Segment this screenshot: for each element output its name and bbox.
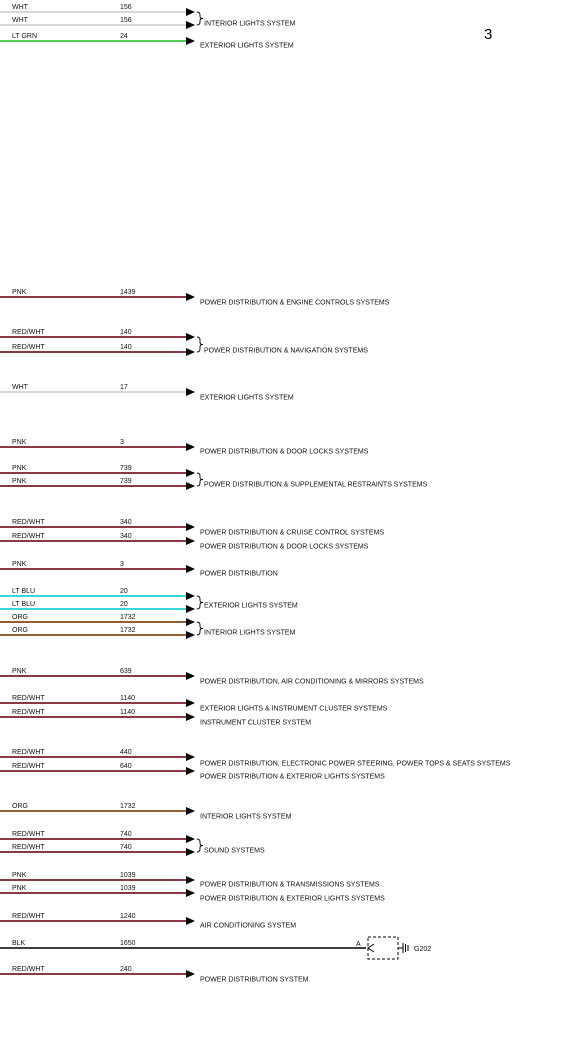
wire-arrow [186,876,195,884]
wire-arrow [186,699,195,707]
wire-arrow [186,767,195,775]
connector-label: A [356,941,361,948]
grouping-brace [197,596,203,609]
circuit-number-label: 156 [120,4,132,11]
wire-arrow [186,713,195,721]
destination-label: EXTERIOR LIGHTS SYSTEM [200,42,294,50]
wire-arrow [186,443,195,451]
wire-color-label: RED/WHT [12,344,45,351]
destination-label: POWER DISTRIBUTION & TRANSMISSIONS SYSTEMS [200,881,380,889]
wire-arrow [186,618,195,626]
wire-color-label: LT GRN [12,33,38,40]
wire-arrow [186,889,195,897]
wire-arrow [186,482,195,490]
grouping-brace [197,622,203,635]
circuit-number-label: 240 [120,966,132,973]
wire-color-label: RED/WHT [12,844,45,851]
destination-label: POWER DISTRIBUTION & DOOR LOCKS SYSTEMS [200,543,369,551]
circuit-number-label: 140 [120,329,132,336]
circuit-number-label: 1650 [120,940,136,947]
circuit-number-label: 640 [120,763,132,770]
wire-color-label: WHT [12,384,28,391]
wire-color-label: RED/WHT [12,913,45,920]
destination-label: POWER DISTRIBUTION SYSTEM [200,976,309,984]
wire-color-label: WHT [12,4,28,11]
wire-color-label: RED/WHT [12,519,45,526]
wire-arrow [186,631,195,639]
circuit-number-label: 740 [120,844,132,851]
wire-color-label: WHT [12,17,28,24]
circuit-number-label: 1039 [120,872,136,879]
destination-label: POWER DISTRIBUTION [200,570,278,578]
wire-color-label: ORG [12,627,28,634]
wire-arrow [186,592,195,600]
destination-label: INTERIOR LIGHTS SYSTEM [204,20,296,28]
wire-arrow [186,523,195,531]
circuit-number-label: 1140 [120,709,136,716]
circuit-number-label: 17 [120,384,128,391]
wire-color-label: PNK [12,289,27,296]
destination-label: EXTERIOR LIGHTS SYSTEM [200,394,294,402]
wire-arrow [186,469,195,477]
wire-color-label: PNK [12,439,27,446]
circuit-number-label: 440 [120,749,132,756]
destination-label: POWER DISTRIBUTION, ELECTRONIC POWER STEERING, POWER TOPS & SEATS SYSTEMS [200,760,511,768]
circuit-number-label: 1039 [120,885,136,892]
wire-arrow [186,565,195,573]
wire-color-label: LT BLU [12,588,36,595]
circuit-number-label: 20 [120,601,128,608]
destination-label: INTERIOR LIGHTS SYSTEM [200,813,292,821]
wire-color-label: RED/WHT [12,749,45,756]
wire-color-label: ORG [12,803,28,810]
destination-label: POWER DISTRIBUTION & DOOR LOCKS SYSTEMS [200,448,369,456]
wires-layer [0,8,366,978]
wire-color-label: PNK [12,561,27,568]
wire-arrow [186,917,195,925]
destination-label: INTERIOR LIGHTS SYSTEM [204,629,296,637]
wire-color-label: BLK [12,940,26,947]
wire-color-label: PNK [12,668,27,675]
wire-color-label: RED/WHT [12,533,45,540]
circuit-number-label: 639 [120,668,132,675]
destination-label: POWER DISTRIBUTION & CRUISE CONTROL SYSTEMS [200,529,385,537]
labels-layer [12,4,136,973]
wire-arrow [186,37,195,45]
wire-arrow [186,848,195,856]
destination-label: EXTERIOR LIGHTS & INSTRUMENT CLUSTER SYSTEMS [200,705,388,713]
wire-color-label: PNK [12,478,27,485]
wire-arrow [186,672,195,680]
wire-color-label: LT BLU [12,601,36,608]
circuit-number-label: 1732 [120,614,136,621]
destination-label: POWER DISTRIBUTION & SUPPLEMENTAL RESTRAINTS SYSTEMS [204,481,428,489]
circuit-number-label: 1140 [120,695,136,702]
circuit-number-label: 140 [120,344,132,351]
circuit-number-label: 739 [120,465,132,472]
destination-label: POWER DISTRIBUTION & EXTERIOR LIGHTS SYSTEMS [200,895,385,903]
circuit-number-label: 1439 [120,289,136,296]
circuit-number-label: 740 [120,831,132,838]
wire-color-label: RED/WHT [12,329,45,336]
circuit-number-label: 3 [120,439,124,446]
circuit-number-label: 1732 [120,803,136,810]
wire-arrow [186,348,195,356]
destination-label: AIR CONDITIONING SYSTEM [200,922,297,930]
destination-label: POWER DISTRIBUTION, AIR CONDITIONING & MIRRORS SYSTEMS [200,678,424,686]
circuit-number-label: 340 [120,533,132,540]
wire-arrow [186,21,195,29]
wire-arrow [186,293,195,301]
wire-color-label: ORG [12,614,28,621]
wire-color-label: RED/WHT [12,966,45,973]
grouping-brace [197,337,203,352]
grouping-brace [197,12,203,25]
circuit-number-label: 156 [120,17,132,24]
wire-arrow [186,753,195,761]
ground-symbol [356,937,431,959]
ground-splice-label: G202 [414,946,432,953]
grouping-brace [197,839,203,852]
destinations-layer [197,12,511,984]
wire-arrow [186,807,195,815]
connector-icon [368,944,374,952]
destination-label: POWER DISTRIBUTION & NAVIGATION SYSTEMS [204,347,368,355]
destination-label: SOUND SYSTEMS [204,847,265,855]
circuit-number-label: 1732 [120,627,136,634]
circuit-number-label: 20 [120,588,128,595]
destination-label: POWER DISTRIBUTION & EXTERIOR LIGHTS SYSTEMS [200,773,385,781]
grouping-brace [197,473,203,486]
destination-label: INSTRUMENT CLUSTER SYSTEM [200,719,312,727]
destination-label: POWER DISTRIBUTION & ENGINE CONTROLS SYSTEMS [200,299,390,307]
circuit-number-label: 1240 [120,913,136,920]
wire-arrow [186,333,195,341]
splice-box [368,937,398,959]
page-number: 3 [484,26,493,43]
destination-label: EXTERIOR LIGHTS SYSTEM [204,602,298,610]
wire-color-label: PNK [12,872,27,879]
circuit-number-label: 3 [120,561,124,568]
wire-arrow [186,537,195,545]
wire-color-label: RED/WHT [12,695,45,702]
wire-color-label: PNK [12,885,27,892]
wire-arrow [186,8,195,16]
wire-color-label: RED/WHT [12,763,45,770]
wire-color-label: PNK [12,465,27,472]
wire-color-label: RED/WHT [12,831,45,838]
circuit-number-label: 24 [120,33,128,40]
circuit-number-label: 739 [120,478,132,485]
wire-arrow [186,605,195,613]
circuit-number-label: 340 [120,519,132,526]
wire-color-label: RED/WHT [12,709,45,716]
wire-arrow [186,970,195,978]
wire-arrow [186,835,195,843]
wire-arrow [186,388,195,396]
